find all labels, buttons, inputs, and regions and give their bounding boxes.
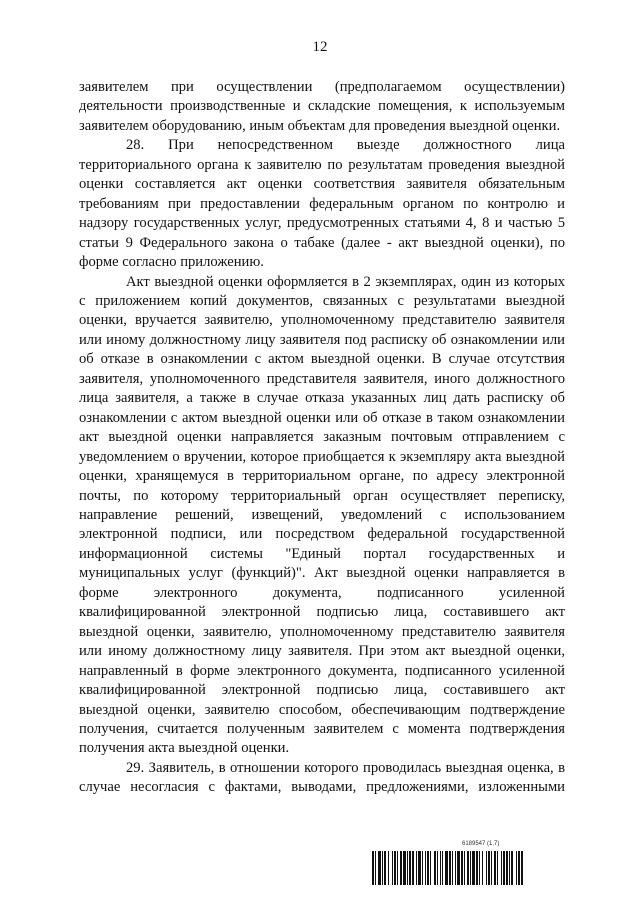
barcode-bar — [412, 851, 414, 885]
barcode-bar — [457, 851, 460, 885]
barcode-bar — [409, 851, 411, 885]
barcode-bar — [503, 851, 505, 885]
barcode-bar — [384, 851, 386, 885]
barcode-bar — [494, 851, 496, 885]
barcode-bar — [422, 851, 423, 885]
barcode-bar — [472, 851, 475, 885]
paragraph-28: 28. При непосредственном выезде должностного лица территориального органа к заявителю по результатам проведения выездной оценки составляется акт оценки соответствия заявителя обязательным требованиям при предоставлении федеральным органом по контролю и надзору государственных услуг, предусмотренных статьями 4, 8 и частью 5 статьи 9 Федерального закона о табаке (далее - акт выездной оценки), по форме согласно приложению. — [79, 137, 565, 271]
barcode-bar — [486, 851, 487, 885]
barcode-bar — [400, 851, 402, 885]
body-text — [79, 78, 565, 798]
paragraph-act-execution: Акт выездной оценки оформляется в 2 экземплярах, один из которых с приложением копий документов, связанных с результатами выездной оценки, вручается заявителю, уполномоченному представителю заявителя или иному должностному лицу заявителя под расписку об ознакомлении или об отказе в ознакомлении с актом выездной оценки. В случае отсутствия заявителя, уполномоченного представителя заявителя, иного должностного лица заявителя, а также в случае отказа указанных лиц дать расписку об ознакомлении с актом выездной оценки или об отказе в таком ознакомлении акт выездной оценки направляется заказным почтовым отправлением с уведомлением о вручении, которое приобщается к экземпляру акта выездной оценки, хранящемуся в территориальном органе, по адресу электронной почты, по которому территориальный орган осуществляет переписку, направление решений, извещений, уведомлений с использованием электронной подписи, или посредством федеральной государственной информационной системы "Единый портал государственных и муниципальных услуг (функций)". Акт выездной оценки направляется в форме электронного документа, подписанного усиленной квалифицированной электронной подписью лица, составившего акт выездной оценки, заявителю, уполномоченному представителю заявителя или иному должностному лицу заявителя. При этом акт выездной оценки, направленный в форме электронного документа, подписанного усиленной квалифицированной электронной подписью лица, составившего акт выездной оценки, заявителю способом, обеспечивающим подтверждение получения, считается полученным заявителем с момента подтверждения получения акта выездной оценки. — [79, 273, 565, 757]
barcode-bar — [388, 851, 389, 885]
barcode-block — [372, 840, 588, 888]
barcode-bar — [516, 851, 517, 885]
barcode-bar — [501, 851, 502, 885]
barcode-bar — [482, 851, 483, 885]
barcode-bar — [416, 851, 417, 885]
barcode-image — [372, 851, 588, 885]
barcode-bar — [394, 851, 396, 885]
barcode-bar — [440, 851, 441, 885]
barcode-bar — [375, 851, 376, 885]
barcode-bar — [511, 851, 513, 885]
barcode-bar — [442, 851, 443, 885]
barcode-bar — [452, 851, 453, 885]
barcode-bar — [403, 851, 406, 885]
barcode-bar — [488, 851, 490, 885]
barcode-bar — [407, 851, 408, 885]
barcode-bar — [437, 851, 438, 885]
barcode-bar — [518, 851, 520, 885]
barcode-bar — [427, 851, 429, 885]
barcode-bar — [418, 851, 421, 885]
barcode-bar — [506, 851, 508, 885]
barcode-bar — [476, 851, 478, 885]
barcode-bar — [430, 851, 431, 885]
barcode-bar — [392, 851, 393, 885]
barcode-bar — [434, 851, 436, 885]
barcode-bar — [449, 851, 451, 885]
barcode-bar — [509, 851, 510, 885]
barcode-bar — [461, 851, 463, 885]
barcode-bar — [397, 851, 398, 885]
barcode-code-text: 6189547 (1.7) — [462, 841, 500, 847]
barcode-bar — [521, 851, 523, 885]
barcode-bar — [382, 851, 383, 885]
barcode-bar — [464, 851, 465, 885]
barcode-bar — [372, 851, 374, 885]
barcode-bar — [378, 851, 381, 885]
barcode-bar — [425, 851, 426, 885]
barcode-bar — [497, 851, 498, 885]
barcode-bar — [445, 851, 448, 885]
barcode-bar — [455, 851, 456, 885]
barcode-bar — [467, 851, 469, 885]
barcode-bar — [470, 851, 471, 885]
barcode-bar — [491, 851, 492, 885]
paragraph-29: 29. Заявитель, в отношении которого проводилась выездная оценка, в случае несогласия с фактами, выводами, предложениями, изложенными — [79, 759, 565, 796]
page-number: 12 — [312, 39, 328, 55]
barcode-bar — [479, 851, 480, 885]
paragraph-continuation: заявителем при осуществлении (предполагаемом осуществлении) деятельности производственные и складские помещения, к используемым заявителем оборудованию, иным объектам для проведения выездной оценки. — [79, 79, 565, 134]
